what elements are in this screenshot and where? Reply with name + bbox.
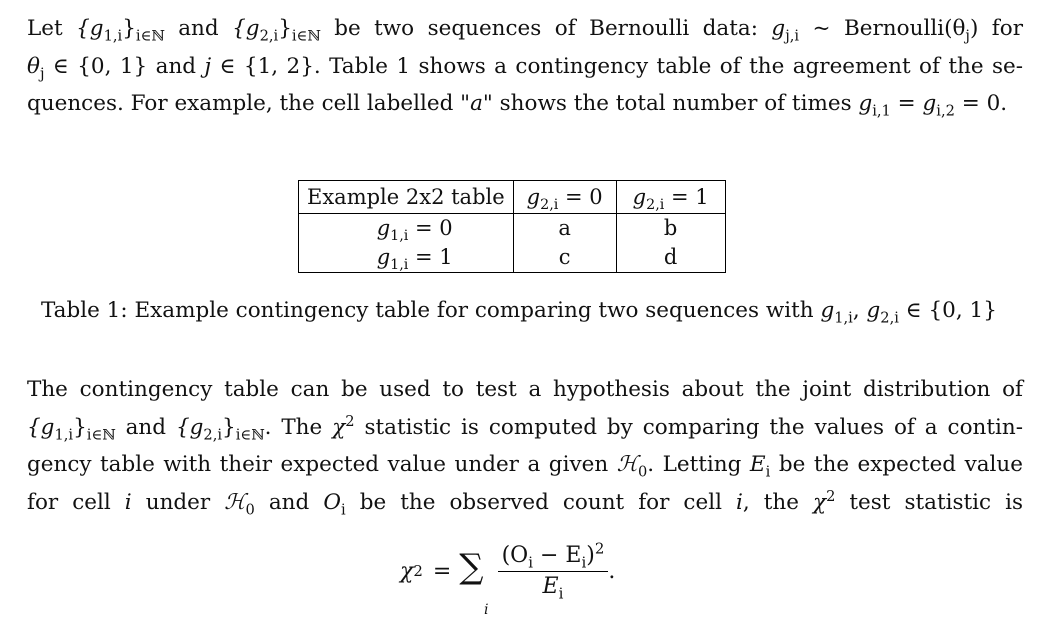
column-header-g2-1: $g_{2,i} = 1$ [616, 181, 725, 214]
chi-square-formula: χ 2 = ∑ $\frac{(O_i - E_i)^2}{E_i}$ . [400, 539, 616, 603]
cell-d: d [616, 242, 725, 273]
intro-line-3: quences. For example, the cell labelled "a" shows the total number of times $g_{i,1} = g_{i,2} = 0$. [27, 91, 1008, 120]
chi-line-3: gency table with their expected value under a given ℋ$_0$. Letting $E_i$ be the expected value [27, 452, 1023, 481]
chi-line-1: The contingency table can be used to test a hypothesis about the joint distribution of [27, 377, 1023, 402]
table-caption: Table 1: Example contingency table for comparing two sequences with $g_{1,i}$, $g_{2,i}$ ∈ {0, 1} [41, 298, 997, 327]
summation-index: i [484, 602, 489, 618]
chi-square-paragraph [27, 371, 1023, 521]
summation-symbol: ∑ [459, 547, 484, 587]
intro-paragraph [27, 10, 1023, 123]
column-header-g2-0: $g_{2,i} = 0$ [513, 181, 616, 214]
intro-line-2: $\theta_j$ ∈ {0, 1} and j ∈ {1, 2}. Table 1 shows a contingency table of the agreement of the se- [27, 53, 1023, 82]
row-header-g1-0: $g_{1,i} = 0$ [299, 214, 514, 243]
table-corner-label: Example 2x2 table [299, 181, 514, 214]
table-row [299, 242, 726, 273]
intro-line-1: Let $\{g_{1,i}\}_{i\in ℕ}$ and $\{g_{2,i}\}_{i\in ℕ}$ be two sequences of Bernoulli data: $g_{j,i}$ ~ $Bernoulli(\theta_j)$ for [27, 16, 1023, 45]
table-header-row [299, 181, 726, 214]
contingency-table [298, 180, 726, 273]
table-row [299, 214, 726, 243]
fraction-numerator: $(O_i - E_i)^2$ [498, 543, 609, 572]
row-header-g1-1: $g_{1,i} = 1$ [299, 242, 514, 273]
cell-b: b [616, 214, 725, 243]
cell-c: c [513, 242, 616, 273]
fraction-denominator: $E_i$ [542, 574, 564, 603]
chi-line-2: $\{g_{1,i}\}_{i\in ℕ}$ and $\{g_{2,i}\}_{i\in ℕ}$. The $\chi^2$ statistic is computed by comparing the values of a contin- [27, 412, 1024, 443]
cell-a: a [513, 214, 616, 243]
chi-line-4: for cell i under ℋ$_0$ and $O_i$ be the observed count for cell i, the $\chi^2$ test statistic is [27, 487, 1024, 518]
